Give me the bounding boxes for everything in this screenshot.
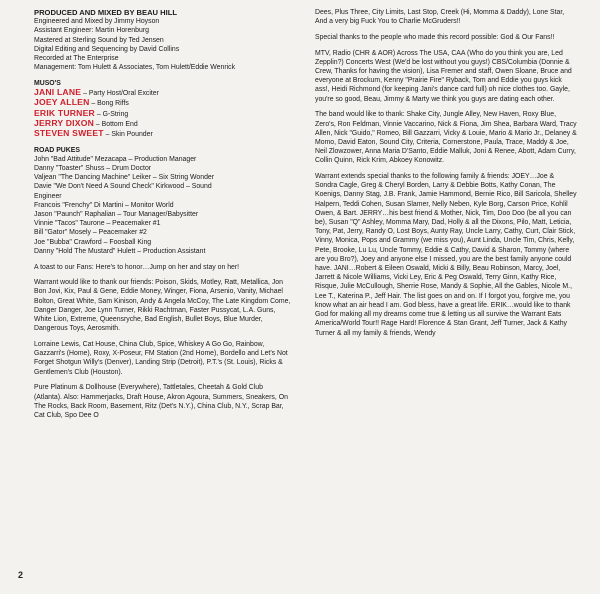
venues-continued-paragraph: Dees, Plus Three, City Limits, Last Stop, Creek (Hi, Momma & Daddy), Lone Star, And a very big Fuck You to Charlie McGruders!! (315, 9, 565, 26)
band-thanks-paragraph: The band would like to thank: Shake City, Jungle Alley, New Haven, Roxy Blue, Zero's, Ron Feldman, Vinnie Vaccarino, Nick & Fiona, Jim Shea, Barbara Ward, Tracy Allen, Nick "Guido," Romeo, Bill Gazzarri, Vicky & Louie, Mario & Mario Jr., Delaney & Momo, David Eaton, Sound City, Criteria, Cornerstone, Paula, Trace, Maddy & Joe, Neil Zlowzower, Anna Maria D'Santo, Eddie Malluk, Joni & Renee, Abott, Adam Curry, Collin Quinn, Rick Krim, Abkoey Konowitz. (315, 111, 577, 165)
member-role: – Bong Riffs (89, 100, 129, 108)
credit-line: Assistant Engineer: Martin Horenburg (34, 27, 149, 35)
venues-thanks-paragraph: Pure Platinum & Dollhouse (Everywhere), Tattletales, Cheetah & Gold Club (Atlanta). Also: Hammerjacks, Draft House, Akron Agoura, Summers, Sneakers, On The Rocks, Back Room, Basement, Ritz (Det's N.Y.), China Club, N.Y., Scrap Bar, Cat Club, Spo Dee O (34, 384, 288, 419)
special-thanks-paragraph: Special thanks to the people who made this record possible: God & Our Fans!! (315, 33, 555, 41)
clubs-thanks-paragraph: Lorraine Lewis, Cat House, China Club, Spice, Whiskey A Go Go, Rainbow, Gazzarri's (Home), Roxy, X-Poseur, FM Station (2nd Home), Bordello and Let's Not Forget Shotgun Willy's (Denver), Landing Strip (Detroit), P.T.'s (St. Louis), Ricks & Gentlemen's Club (Houston). (34, 341, 288, 376)
musos-title: MUSO'S (34, 79, 61, 87)
member-role: – Bottom End (94, 120, 138, 128)
road-pukes-section (34, 146, 292, 256)
member-name: STEVEN SWEET (34, 127, 104, 138)
road-pukes-title: ROAD PUKES (34, 146, 80, 154)
credit-line: Digital Editing and Sequencing by David Collins (34, 45, 180, 53)
member-name: JANI LANE (34, 87, 82, 98)
industry-thanks-paragraph: MTV, Radio (CHR & AOR) Across The USA, CAA (Who do you think you are, Led Zepplin?) Concerts West (We'd be lost without you guys!) CBS/Columbia (Donnie & Crew, Thanks for having the vision), Lisa Fremer and staff, Owen Sloane, Bruce and everyone at Brockum, Kenny "Prairie Fire" Ryback, Tom and Eddie you guys kick ass!, Heidi Richmond (for keeping Jani's dance card full) oh nice clothes too. Gayle, you're so good, Beau, Jimmy & Marty we think you guys are dating each other. (315, 49, 572, 103)
crew-line: Valjean "The Dancing Machine" Leiker – Six String Wonder (34, 174, 215, 182)
crew-line: Danny "Hold The Mustard" Hulett – Production Assistant (34, 247, 206, 255)
member-name: JOEY ALLEN (34, 97, 90, 108)
friends-thanks-paragraph: Warrant would like to thank our friends: Poison, Skids, Motley, Ratt, Metallica, Jon Bon Jovi, Kix, Paul & Gene, Eddie Money, Winger, Fiona, Arsenio, Vanity, Michael Bolton, Great White, Sam Kinison, Andy & Angela McCoy, The Late Kingdom Come, Danger Danger, Joe Lynn Turner, Rikki Rachtman, Faster Pussycat, L.A. Guns, White Lion, Extreme, Queensryche, Bad English, Bullet Boys, Blue Murder, Dangerous Toys, Aerosmith. (34, 279, 291, 333)
crew-line: John "Bad Attitude" Mezacapa – Production Manager (34, 155, 197, 163)
crew-line: Davie "We Don't Need A Sound Check" Kirkwood – Sound (34, 183, 212, 191)
family-thanks-paragraph: Warrant extends special thanks to the following family & friends: JOEY…Joe & Sondra Cagle, Greg & Cheryl Borden, Larry & Debbie Botts, Kathy Conan, The Koenigs, Danny Stag, J.B. Frank, Jamie Hammond, Bernie Rico, Bill Saricola, Shelley Halpern, Teddi Cohen, Susan Slamer, Nelly Neben, Kyle Borg, Carson Price, Kohlil Owen, & Bart. JERRY…his best friend & Mother, Nick, Tim, Doo Doo (be all you can be), Susan "Q" Ashley, Momma Mary, Dad, Holly & all the Dixons, Pilo, Matt, Leticia, Tony, Pat, Jerry, Randy O, Lost Boys, Aunty Ray, Uncle Larry, Cathy, Curt, Clair Stick, Vinny, Monica, Pops and Grammy (we miss you), Aunt Linda, Uncle Tim, Chris, Kelly, Pete, Brooke, Lu Lu, Uncle Tommy, Eddie & Cathy, David & Sharon, Tommy (where are you Bro?), Joey and anyone else I missed, you are the best family anyone could have. JANI…Robert & Eileen Oswald, Micki & Billy, Beau Robinson, Marcy, Joel, Jarrett & Nicole Williams, Vicki Ley, Eric & Peg Oswald, Terry Ginn, Kathy Rice, Risque, Julie McCullough, Sherrie Rose, Mandy & Sophie, All the Gables, Nicole M., Lee T., Katerina P., Jeff Hair. The list goes on and on. If I forgot you, forgive me, you know what an air head I am. God bless, have a great life. ERIK…would like to thank God for making all my dreams come true & letting us all survive the Warrant Eats America/World Tour!! Rage Hard! Florence & Stan Grant, Jeff Turner, Jack & Kathy Turner & all my family & friends, Wendy (315, 173, 577, 337)
credit-line: Recorded at The Enterprise (34, 55, 119, 63)
crew-line: Danny "Toaster" Shuss – Drum Doctor (34, 165, 152, 173)
member-name: JERRY DIXON (34, 117, 94, 128)
credit-line: Mastered at Sterling Sound by Ted Jensen (34, 36, 164, 44)
page-number: 2 (18, 570, 24, 580)
production-credits (34, 8, 292, 72)
member-name: ERIK TURNER (34, 107, 95, 118)
crew-line: Bill "Gator" Mosely – Peacemaker #2 (34, 229, 147, 237)
member-role: – Skin Pounder (103, 130, 153, 138)
credit-line: Management: Tom Hulett & Associates, Tom Hulett/Eddie Wenrick (34, 64, 236, 72)
member-role: – Party Host/Oral Exciter (81, 90, 159, 98)
crew-line: Jason "Paunch" Raphalian – Tour Manager/Babysitter (34, 211, 199, 219)
right-column (315, 8, 577, 344)
fan-toast-paragraph: A toast to our Fans: Here's to honor…Jump on her and stay on her! (34, 263, 240, 271)
crew-line: Francois "Frenchy" Di Martini – Monitor World (34, 201, 174, 209)
crew-line: Engineer (34, 192, 62, 200)
left-column (34, 8, 292, 427)
crew-line: Joe "Bubba" Crawford – Foosball King (34, 238, 152, 246)
band-member (34, 129, 292, 139)
crew-line: Vinnie "Tacos" Taurone – Peacemaker #1 (34, 220, 161, 228)
musos-section (34, 79, 292, 139)
member-role: – G-String (94, 110, 129, 118)
credit-line: Engineered and Mixed by Jimmy Hoyson (34, 18, 160, 26)
credits-title: PRODUCED AND MIXED BY BEAU HILL (34, 8, 178, 17)
